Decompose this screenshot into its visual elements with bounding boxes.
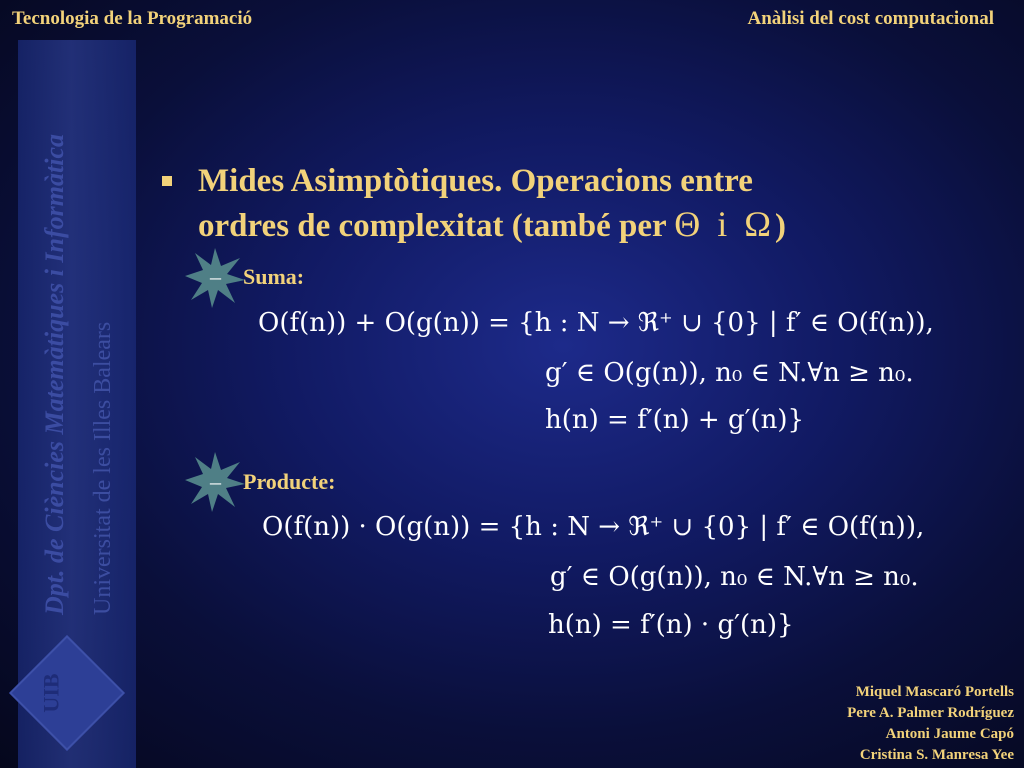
authors-block xyxy=(847,682,1014,766)
slide-bullet-title xyxy=(198,160,918,248)
uib-logo-text: UIB xyxy=(38,673,64,713)
author-name: Cristina S. Manresa Yee xyxy=(859,747,1014,763)
header-topic-title: Anàlisi del cost computacional xyxy=(747,8,994,29)
header-course-title: Tecnologia de la Programació xyxy=(12,8,253,29)
producte-formula-line-3: h(n) = f′(n) · g′(n)} xyxy=(548,610,794,640)
author-name: Miquel Mascaró Portells xyxy=(855,684,1014,700)
producte-formula-line-1: O(f(n)) · O(g(n)) = {h : N → ℜ⁺ ∪ {0} | f′ ∈ O(f(n)), xyxy=(262,512,925,542)
bullet-square-icon xyxy=(162,176,172,186)
title-symbols: Θ i Ω xyxy=(674,204,776,244)
sidebar-university: Universitat de les Illes Balears xyxy=(90,321,116,615)
suma-label: Suma: xyxy=(243,264,305,289)
producte-formula-line-2: g′ ∈ O(g(n)), n₀ ∈ N.∀n ≥ n₀. xyxy=(550,562,919,592)
author-name: Antoni Jaume Capó xyxy=(885,726,1014,742)
suma-dash: – xyxy=(210,264,221,289)
title-line-1: Mides Asimptòtiques. Operacions entre xyxy=(198,163,753,199)
sidebar-department: Dpt. de Ciències Matemàtiques i Informàtica xyxy=(40,134,69,615)
suma-formula-line-1: O(f(n)) + O(g(n)) = {h : N → ℜ⁺ ∪ {0} | f′ ∈ O(f(n)), xyxy=(258,308,934,338)
producte-label: Producte: xyxy=(243,469,336,494)
suma-formula-line-3: h(n) = f′(n) + g′(n)} xyxy=(545,405,805,435)
author-name: Pere A. Palmer Rodríguez xyxy=(847,705,1014,721)
title-close-paren: ) xyxy=(775,208,787,244)
suma-formula-line-2: g′ ∈ O(g(n)), n₀ ∈ N.∀n ≥ n₀. xyxy=(545,358,914,388)
producte-dash: – xyxy=(210,469,221,494)
title-line-2: ordres de complexitat (també per xyxy=(198,208,667,244)
